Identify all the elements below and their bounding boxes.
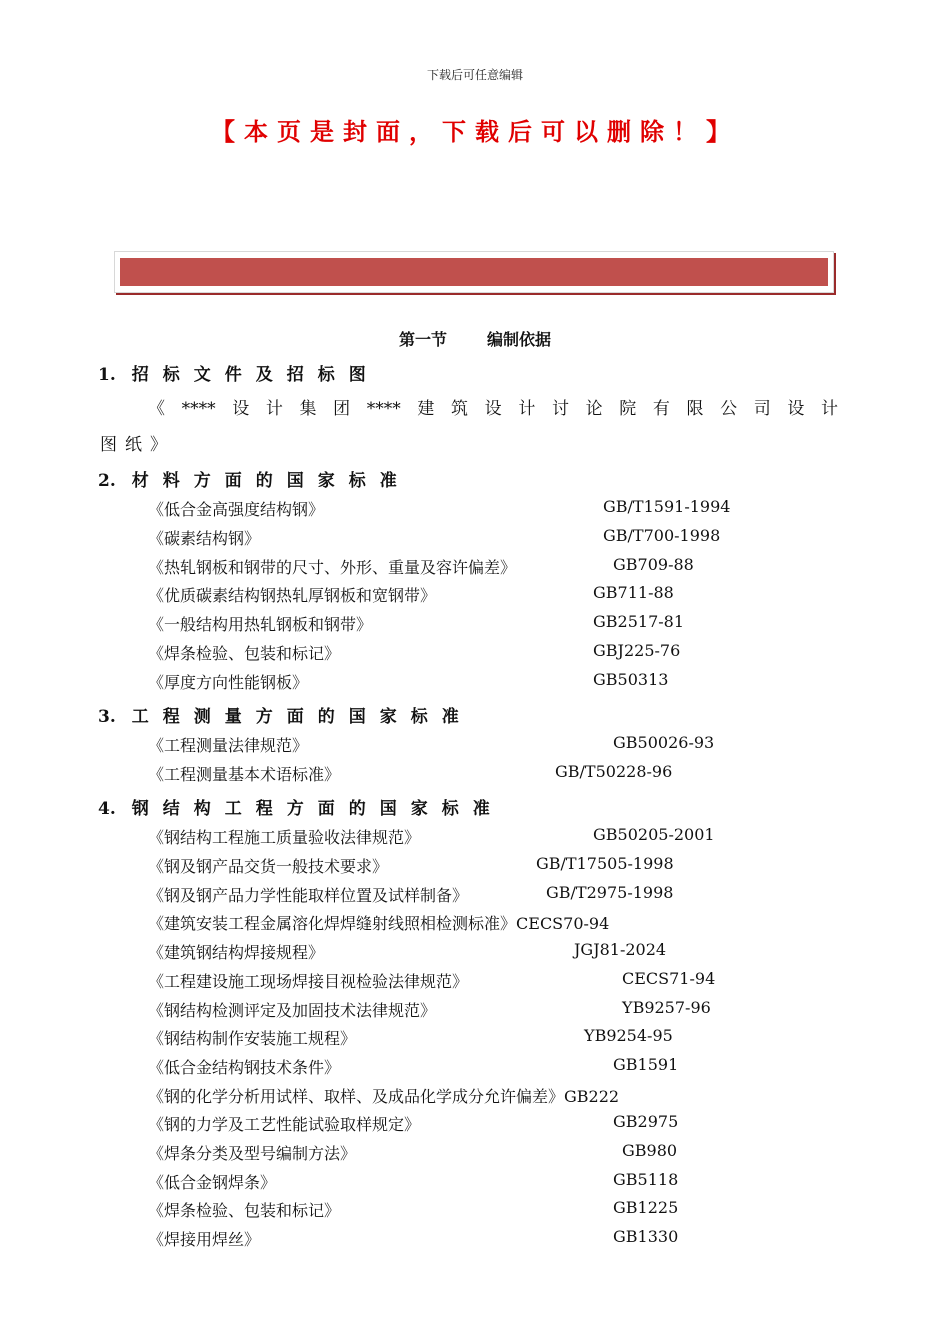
heading-2 <box>98 466 411 491</box>
heading-4 <box>98 794 504 819</box>
heading-text: 工程测量方面的国家标准 <box>131 707 473 727</box>
standard-row <box>148 670 669 694</box>
standard-code: GBJ225-76 <box>593 641 681 660</box>
standard-row <box>148 762 673 786</box>
standard-code: GB1591 <box>613 1055 679 1074</box>
standard-row <box>148 883 674 907</box>
standard-row <box>148 1055 679 1079</box>
standard-code: YB9257-96 <box>622 998 711 1017</box>
standard-code: GB711-88 <box>593 583 674 602</box>
standard-row <box>148 497 731 521</box>
standard-name: 《钢结构工程施工质量验收法律规范》 <box>148 828 421 847</box>
standard-code: GB2975 <box>613 1112 679 1131</box>
standard-code: GB50205-2001 <box>593 825 715 844</box>
standard-code: GB2517-81 <box>593 612 685 631</box>
standard-row <box>148 733 715 757</box>
standard-name: 《热轧钢板和钢带的尺寸、外形、重量及容许偏差》 <box>148 558 517 577</box>
standard-name: 《低合金结构钢技术条件》 <box>148 1058 341 1077</box>
standard-name: 《碳素结构钢》 <box>148 529 261 548</box>
standard-code: GB/T50228-96 <box>555 762 673 781</box>
heading-text: 钢结构工程方面的国家标准 <box>131 799 504 819</box>
standard-code: GB/T17505-1998 <box>536 854 674 873</box>
standard-row <box>148 998 711 1022</box>
standard-code: GB/T2975-1998 <box>546 883 674 902</box>
heading-number: 4. <box>98 799 116 819</box>
standard-row <box>148 641 681 665</box>
standard-row <box>148 1084 619 1108</box>
standard-code: GB1330 <box>613 1227 679 1246</box>
section-title <box>0 327 950 350</box>
heading-text: 招标文件及招标图 <box>131 365 380 385</box>
standard-name: 《低合金高强度结构钢》 <box>148 500 325 519</box>
header-note: 下载后可任意编辑 <box>426 68 523 82</box>
standard-row <box>148 1198 679 1222</box>
standard-name: 《焊条检验、包装和标记》 <box>148 1201 341 1220</box>
tender-docs-line2: 图纸》 <box>100 435 175 455</box>
standard-row <box>148 1112 679 1136</box>
standard-name: 《钢结构检测评定及加固技术法律规范》 <box>148 1001 437 1020</box>
standard-name: 《工程测量基本术语标准》 <box>148 765 341 784</box>
title-banner-fill <box>120 258 828 286</box>
standard-code: YB9254-95 <box>584 1026 673 1045</box>
standard-name: 《钢及钢产品交货一般技术要求》 <box>148 857 389 876</box>
standard-name: 《焊条分类及型号编制方法》 <box>148 1144 357 1163</box>
standard-code: GB5118 <box>613 1170 679 1189</box>
standard-name: 《工程测量法律规范》 <box>148 736 309 755</box>
heading-number: 1. <box>98 365 116 385</box>
standard-code: GB50026-93 <box>613 733 715 752</box>
heading-3 <box>98 702 473 727</box>
standard-code: CECS70-94 <box>516 914 610 933</box>
section-title-right: 编制依据 <box>487 330 552 349</box>
standard-name: 《钢结构制作安装施工规程》 <box>148 1029 357 1048</box>
standard-row <box>148 526 721 550</box>
standard-row <box>148 1227 679 1251</box>
standard-name: 《钢的力学及工艺性能试验取样规定》 <box>148 1115 421 1134</box>
standard-name: 《建筑安装工程金属溶化焊焊缝射线照相检测标准》 <box>148 914 517 933</box>
standard-row <box>148 940 667 964</box>
heading-number: 3. <box>98 707 116 727</box>
standard-name: 《建筑钢结构焊接规程》 <box>148 943 325 962</box>
standard-name: 《厚度方向性能钢板》 <box>148 673 309 692</box>
tender-docs-line1: 《****设计集团****建筑设计讨论院有限公司设计 <box>148 399 838 419</box>
standard-name: 《工程建设施工现场焊接目视检验法律规范》 <box>148 972 469 991</box>
standard-code: CECS71-94 <box>622 969 716 988</box>
title-banner <box>114 251 834 293</box>
standard-row <box>148 1141 678 1165</box>
cover-notice: 【本页是封面，下载后可以删除！】 <box>211 117 739 146</box>
standard-row <box>148 583 674 607</box>
standard-code: GB/T1591-1994 <box>603 497 731 516</box>
standard-name: 《钢及钢产品力学性能取样位置及试样制备》 <box>148 886 469 905</box>
heading-number: 2. <box>98 471 116 491</box>
standard-row <box>148 555 694 579</box>
standard-row <box>148 854 674 878</box>
section-title-left: 第一节 <box>398 330 447 349</box>
standard-code: GB50313 <box>593 670 669 689</box>
standard-name: 《焊条检验、包装和标记》 <box>148 644 341 663</box>
standard-name: 《优质碳素结构钢热轧厚钢板和宽钢带》 <box>148 586 437 605</box>
standard-code: GB709-88 <box>613 555 694 574</box>
standard-name: 《焊接用焊丝》 <box>148 1230 261 1249</box>
standard-code: JGJ81-2024 <box>574 940 667 959</box>
standard-row <box>148 1170 679 1194</box>
standard-code: GB980 <box>622 1141 678 1160</box>
standard-row <box>148 911 609 935</box>
standard-code: GB1225 <box>613 1198 679 1217</box>
heading-text: 材料方面的国家标准 <box>131 471 411 491</box>
standard-row <box>148 612 685 636</box>
standard-code: GB222 <box>564 1087 620 1106</box>
standard-name: 《一般结构用热轧钢板和钢带》 <box>148 615 373 634</box>
standard-code: GB/T700-1998 <box>603 526 721 545</box>
standard-name: 《钢的化学分析用试样、取样、及成品化学成分允许偏差》 <box>148 1087 565 1106</box>
standard-row <box>148 825 715 849</box>
standard-row <box>148 969 716 993</box>
standard-name: 《低合金钢焊条》 <box>148 1173 277 1192</box>
heading-1 <box>98 360 380 385</box>
standard-row <box>148 1026 673 1050</box>
